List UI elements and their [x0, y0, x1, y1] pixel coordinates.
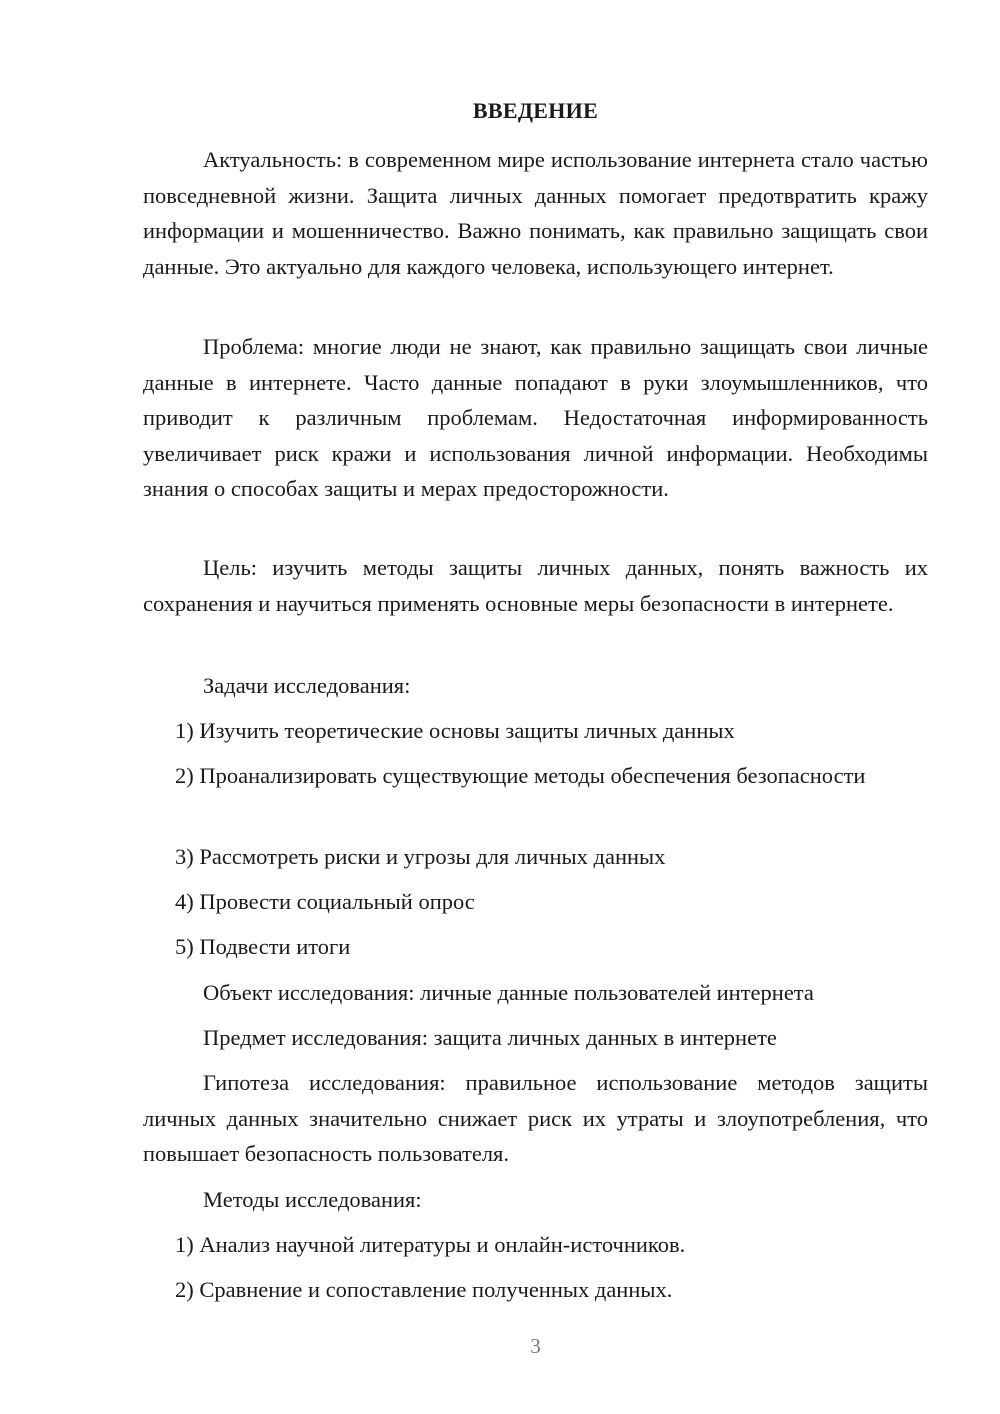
task-item: 5) Подвести итоги	[175, 934, 351, 959]
object-line: Объект исследования: личные данные пользователей интернета	[203, 980, 814, 1005]
task-item: 2) Проанализировать существующие методы обеспечения безопасности	[175, 763, 866, 788]
hypothesis-paragraph: Гипотеза исследования: правильное использование методов защиты личных данных значительно снижает риск их утраты и злоупотребления, что повышает безопасность пользователя.	[143, 1070, 928, 1166]
document-title: ВВЕДЕНИЕ	[472, 98, 599, 123]
task-item: 4) Провести социальный опрос	[175, 889, 475, 914]
subject-line: Предмет исследования: защита личных данных в интернете	[203, 1025, 777, 1050]
task-item: 1) Изучить теоретические основы защиты личных данных	[175, 718, 735, 743]
goal-paragraph: Цель: изучить методы защиты личных данных, понять важность их сохранения и научиться применять основные меры безопасности в интернете.	[143, 555, 928, 616]
method-item: 2) Сравнение и сопоставление полученных данных.	[175, 1277, 673, 1302]
problem-paragraph: Проблема: многие люди не знают, как правильно защищать свои личные данные в интернете. Часто данные попадают в руки злоумышленников, что приводит к различным проблемам. Недостаточная информированность увеличивает риск кражи и использования личной информации. Необходимы знания о способах защиты и мерах предосторожности.	[143, 334, 928, 501]
tasks-heading: Задачи исследования:	[203, 673, 411, 698]
page-number: 3	[530, 1334, 541, 1358]
method-item: 1) Анализ научной литературы и онлайн-источников.	[175, 1232, 686, 1257]
methods-heading: Методы исследования:	[203, 1187, 422, 1212]
task-item: 3) Рассмотреть риски и угрозы для личных данных	[175, 844, 666, 869]
relevance-paragraph: Актуальность: в современном мире использование интернета стало частью повседневной жизни. Защита личных данных помогает предотвратить кражу информации и мошенничество. Важно понимать, как правильно защищать свои данные. Это актуально для каждого человека, использующего интернет.	[143, 147, 928, 279]
